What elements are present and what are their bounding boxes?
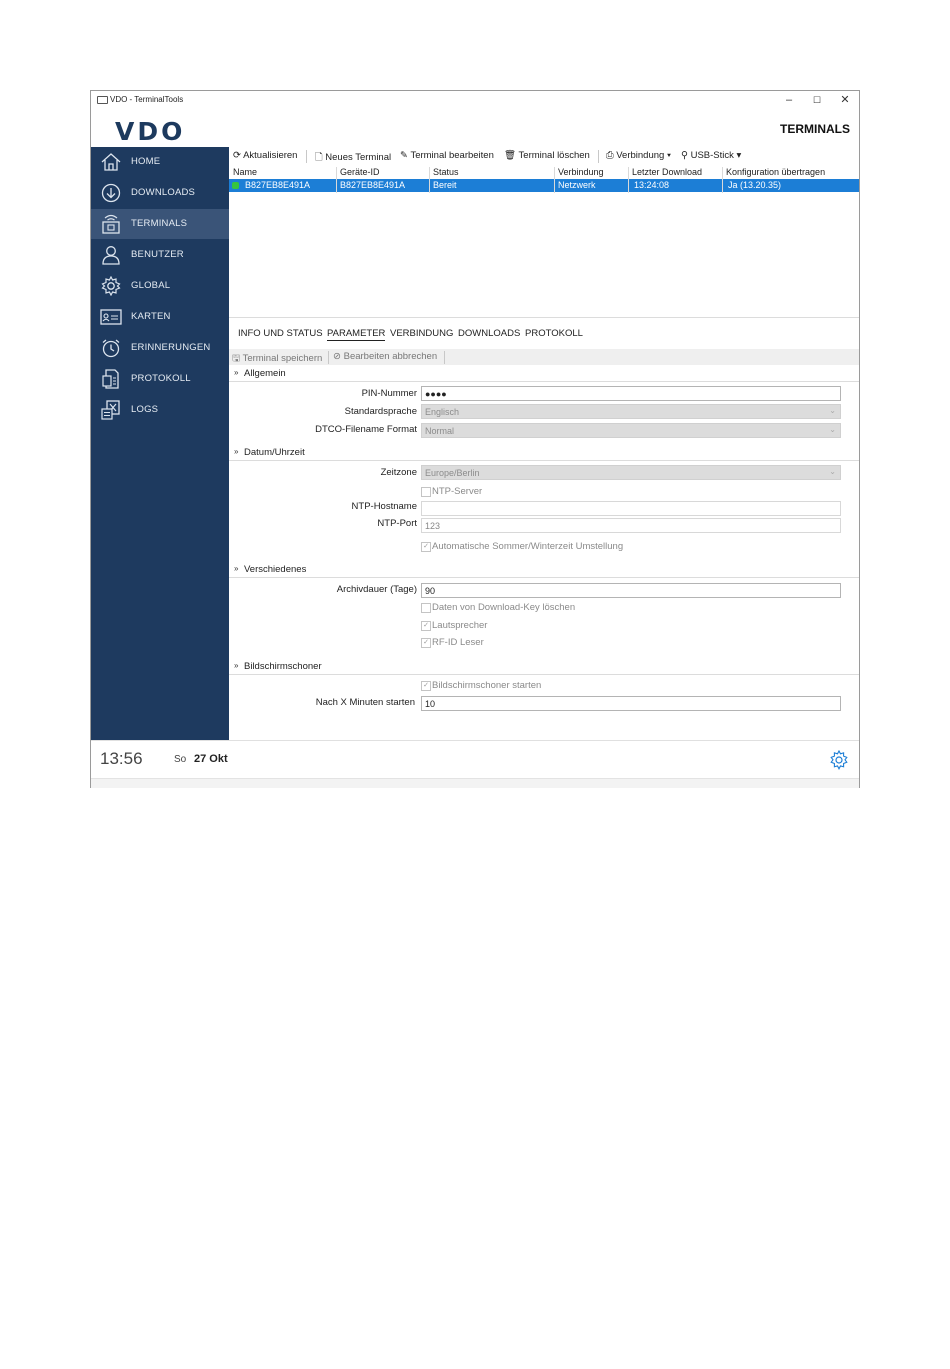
default-language-label: Standardsprache [344,406,417,417]
cell-last-download: 13:24:08 [634,180,670,190]
terminals-table [229,167,859,318]
screensaver-minutes-input[interactable]: 10 [421,696,841,711]
app-icon [97,96,108,104]
ntp-hostname-label: NTP-Hostname [351,501,417,512]
sidebar-item-label: LOGS [131,404,159,415]
card-icon [100,307,122,327]
window-title: VDO - TerminalTools [110,95,184,104]
default-language-select[interactable] [421,404,841,419]
auto-dst-label: Automatische Sommer/Winterzeit Umstellung [432,541,624,552]
column-divider [628,167,629,193]
edit-terminal-button[interactable] [400,150,494,161]
sidebar-item-protocol[interactable] [91,364,229,394]
sidebar-item-label: HOME [131,156,161,167]
ntp-port-input[interactable]: 123 [421,518,841,533]
section-title: Allgemein [244,368,286,379]
ntp-port-label: NTP-Port [377,518,417,529]
sidebar-item-downloads[interactable] [91,178,229,208]
cell-device-id: B827EB8E491A [340,180,406,190]
section-title: Bildschirmschoner [244,661,322,672]
collapse-chevron-icon: » [234,564,239,573]
delete-terminal-button[interactable] [504,150,590,161]
cancel-edit-button[interactable] [333,351,437,362]
column-header-last-download[interactable]: Letzter Download [632,167,703,177]
connection-icon: ⎙ [606,150,617,161]
screensaver-minutes-label: Nach X Minuten starten [315,697,415,708]
archive-duration-input[interactable]: 90 [421,583,841,598]
tab-protocol[interactable]: PROTOKOLL [525,328,583,339]
protocol-icon [100,369,122,389]
column-divider [722,167,723,193]
title-bar [91,91,859,109]
rfid-reader-checkbox[interactable]: ✓ [421,638,431,648]
dtco-format-value: Normal [425,426,455,436]
column-header-name[interactable]: Name [233,167,258,177]
usb-stick-label: USB-Stick [690,150,734,161]
section-title: Verschiedenes [244,564,307,575]
new-document-icon: 🗋 [315,152,326,163]
chevron-down-icon: ⌄ [829,467,836,476]
section-datetime-header[interactable] [229,445,859,461]
timezone-label: Zeitzone [380,467,417,478]
cell-config: Ja (13.20.35) [728,180,782,190]
page-title: TERMINALS [780,122,850,136]
chevron-down-icon: ⌄ [829,406,836,415]
chevron-down-icon: ▾ [736,150,742,161]
column-header-connection[interactable]: Verbindung [558,167,604,177]
tab-parameter[interactable]: PARAMETER [327,328,386,339]
home-icon [100,152,122,172]
trash-icon: 🗑 [504,150,519,161]
logs-icon [100,400,122,420]
column-header-config-transferred[interactable]: Konfiguration übertragen [726,167,826,177]
window-resize-bar[interactable] [91,778,859,788]
table-row[interactable] [229,179,859,192]
sidebar-item-label: ERINNERUNGEN [131,342,211,353]
connection-label: Verbindung [616,150,665,161]
delete-download-key-label: Daten von Download-Key löschen [432,602,576,613]
column-header-status[interactable]: Status [433,167,459,177]
close-button[interactable]: ✕ [840,94,850,106]
rfid-reader-label: RF-ID Leser [432,637,484,648]
gear-icon [100,276,122,296]
cell-status: Bereit [433,180,457,190]
app-window [90,90,860,788]
edit-terminal-label: Terminal bearbeiten [410,150,494,161]
start-screensaver-label: Bildschirmschoner starten [432,680,542,691]
section-screensaver-header[interactable] [229,659,859,675]
start-screensaver-checkbox[interactable]: ✓ [421,681,431,691]
sidebar-item-terminals[interactable] [91,209,229,239]
section-misc-header[interactable] [229,562,859,578]
archive-duration-label: Archivdauer (Tage) [336,584,417,595]
weekday: So [174,754,187,765]
save-icon: 🖫 [232,353,243,364]
status-bar [91,740,859,779]
maximize-button[interactable]: ☐ [812,95,822,105]
terminal-icon [100,214,122,234]
collapse-chevron-icon: » [234,368,239,377]
ntp-hostname-input[interactable] [421,501,841,516]
new-terminal-button[interactable] [315,150,391,166]
toolbar-divider [598,150,599,163]
vdo-logo: VDO [115,117,186,146]
usb-icon: ⚲ [681,150,691,161]
default-language-value: Englisch [425,407,460,417]
chevron-down-icon: ⌄ [829,425,836,434]
cell-name: B827EB8E491A [245,180,311,190]
collapse-chevron-icon: » [234,661,239,670]
sidebar-item-logs[interactable] [91,395,229,425]
minimize-button[interactable]: – [785,94,793,106]
save-terminal-label: Terminal speichern [242,353,323,364]
cancel-edit-label: Bearbeiten abbrechen [343,351,438,362]
chevron-down-icon: ▾ [666,150,671,161]
refresh-label: Aktualisieren [243,150,298,161]
sidebar-item-home[interactable] [91,147,229,177]
parameter-form [229,365,859,740]
date: 27 Okt [194,753,228,765]
collapse-chevron-icon: » [234,447,239,456]
tab-connection[interactable]: VERBINDUNG [390,328,454,339]
column-divider [554,167,555,193]
settings-gear-icon[interactable] [829,750,849,770]
usb-stick-dropdown[interactable] [681,150,741,161]
dtco-format-select[interactable] [421,423,841,438]
auto-dst-checkbox[interactable]: ✓ [421,542,431,552]
toolbar-divider [306,150,307,163]
refresh-icon: ⟳ [233,150,244,161]
speaker-checkbox[interactable]: ✓ [421,621,431,631]
tab-downloads[interactable]: DOWNLOADS [458,328,521,339]
cancel-icon: ⊘ [333,351,344,362]
status-indicator-icon [232,182,239,189]
cell-connection: Netzwerk [558,180,596,190]
sidebar-item-label: BENUTZER [131,249,184,260]
parameter-toolbar [229,349,859,365]
app-header [91,109,859,147]
detail-tabs [229,325,859,343]
timezone-select[interactable] [421,465,841,480]
ntp-server-checkbox[interactable] [421,487,431,497]
sidebar-item-users[interactable] [91,240,229,270]
connection-dropdown[interactable] [606,150,671,161]
column-header-device-id[interactable]: Geräte-ID [340,167,380,177]
tab-info-status[interactable]: INFO UND STATUS [238,328,323,339]
ntp-server-label: NTP-Server [432,486,483,497]
pin-label: PIN-Nummer [361,388,417,399]
sidebar-item-label: TERMINALS [131,218,188,229]
speaker-label: Lautsprecher [432,620,488,631]
download-icon [100,183,122,203]
sidebar-item-global[interactable] [91,271,229,301]
toolbar [229,148,859,164]
section-title: Datum/Uhrzeit [244,447,305,458]
timezone-value: Europe/Berlin [425,468,480,478]
sidebar-item-label: KARTEN [131,311,171,322]
sidebar [91,147,229,740]
alarm-clock-icon [100,338,122,358]
section-general-header[interactable] [229,366,859,382]
sidebar-item-label: PROTOKOLL [131,373,191,384]
sidebar-item-cards[interactable] [91,302,229,332]
refresh-button[interactable] [233,150,297,161]
sidebar-item-label: DOWNLOADS [131,187,196,198]
sidebar-item-reminders[interactable] [91,333,229,363]
column-divider [429,167,430,193]
toolbar-divider [328,351,329,364]
delete-terminal-label: Terminal löschen [518,150,590,161]
sidebar-item-label: GLOBAL [131,280,171,291]
column-divider [336,167,337,193]
dtco-format-label: DTCO-Filename Format [315,424,417,435]
delete-download-key-checkbox[interactable] [421,603,431,613]
pin-input[interactable]: ●●●● [421,386,841,401]
user-icon [100,245,122,265]
clock: 13:56 [100,749,143,768]
pencil-icon: ✎ [400,150,411,161]
new-terminal-label: Neues Terminal [325,152,392,163]
toolbar-divider [444,351,445,364]
